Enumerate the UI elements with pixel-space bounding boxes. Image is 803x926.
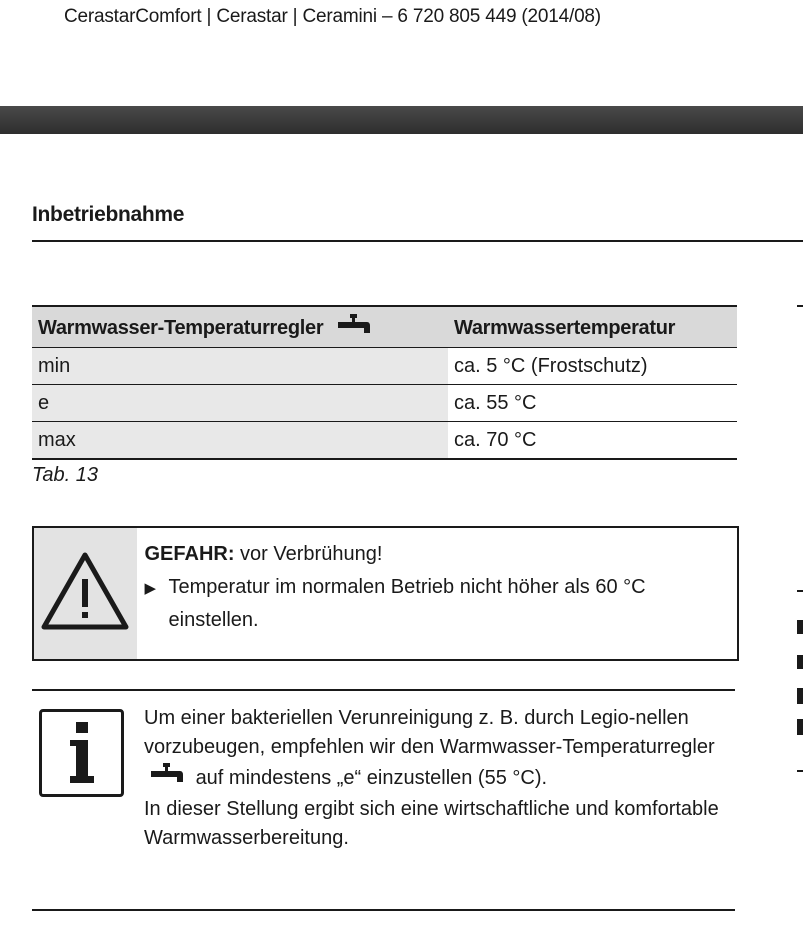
right-column-fragment xyxy=(797,719,803,735)
hot-water-tap-icon xyxy=(337,313,371,343)
info-text-part: auf mindestens „e“ einzustellen (55 °C). xyxy=(195,766,548,789)
danger-title xyxy=(145,538,728,571)
info-text xyxy=(144,704,729,853)
table-header-cell: Warmwassertemperatur xyxy=(448,306,737,348)
table-row xyxy=(32,385,737,422)
document-header: CerastarComfort | Cerastar | Ceramini – 6 720 805 449 (2014/08) xyxy=(64,6,601,27)
table-cell: ca. 5 °C (Frostschutz) xyxy=(448,348,737,385)
right-column-fragment xyxy=(797,305,803,307)
table-cell: e xyxy=(32,385,448,422)
section-rule xyxy=(32,240,803,242)
danger-text xyxy=(137,528,738,659)
info-rule-bottom xyxy=(32,909,735,911)
hot-water-tap-icon xyxy=(150,762,184,795)
danger-bullet-text: Temperatur im normalen Betrieb nicht höher als 60 °C einstellen. xyxy=(168,576,646,631)
header-band xyxy=(0,106,803,134)
temperature-table xyxy=(32,305,737,460)
table-row xyxy=(32,422,737,460)
danger-title-rest: vor Verbrühung! xyxy=(234,543,383,565)
table-cell: ca. 70 °C xyxy=(448,422,737,460)
right-column-fragment xyxy=(797,620,803,634)
warning-triangle-icon xyxy=(39,549,131,638)
danger-label: GEFAHR: xyxy=(144,543,235,565)
info-rule-top xyxy=(32,689,735,691)
right-column-fragment xyxy=(797,655,803,669)
table-header-label: Warmwasser-Temperaturregler xyxy=(38,316,324,339)
table-caption: Tab. 13 xyxy=(32,464,98,486)
right-column-fragment xyxy=(797,770,803,772)
info-text-part: Um einer bakteriellen Verunreinigung z. B. durch Legio-nellen vorzubeugen, empfehlen wir den Warmwasser-Temperaturregler xyxy=(144,707,715,758)
right-column-fragment xyxy=(797,590,803,592)
table-header-row xyxy=(32,306,737,348)
bullet-marker: ▶ xyxy=(144,580,157,597)
danger-bullet xyxy=(145,571,728,637)
info-paragraph: In dieser Stellung ergibt sich eine wirtschaftliche und komfortable Warmwasserbereitung. xyxy=(144,798,719,849)
table-cell: max xyxy=(32,422,448,460)
table-cell: ca. 55 °C xyxy=(448,385,737,422)
table-header-cell xyxy=(32,306,448,348)
right-column-fragment xyxy=(797,688,803,704)
table-cell: min xyxy=(32,348,448,385)
warning-icon-cell xyxy=(34,528,137,659)
table-row xyxy=(32,348,737,385)
danger-notice xyxy=(32,526,739,661)
info-paragraph xyxy=(144,704,729,795)
info-icon xyxy=(39,709,124,797)
section-title: Inbetriebnahme xyxy=(32,203,185,226)
